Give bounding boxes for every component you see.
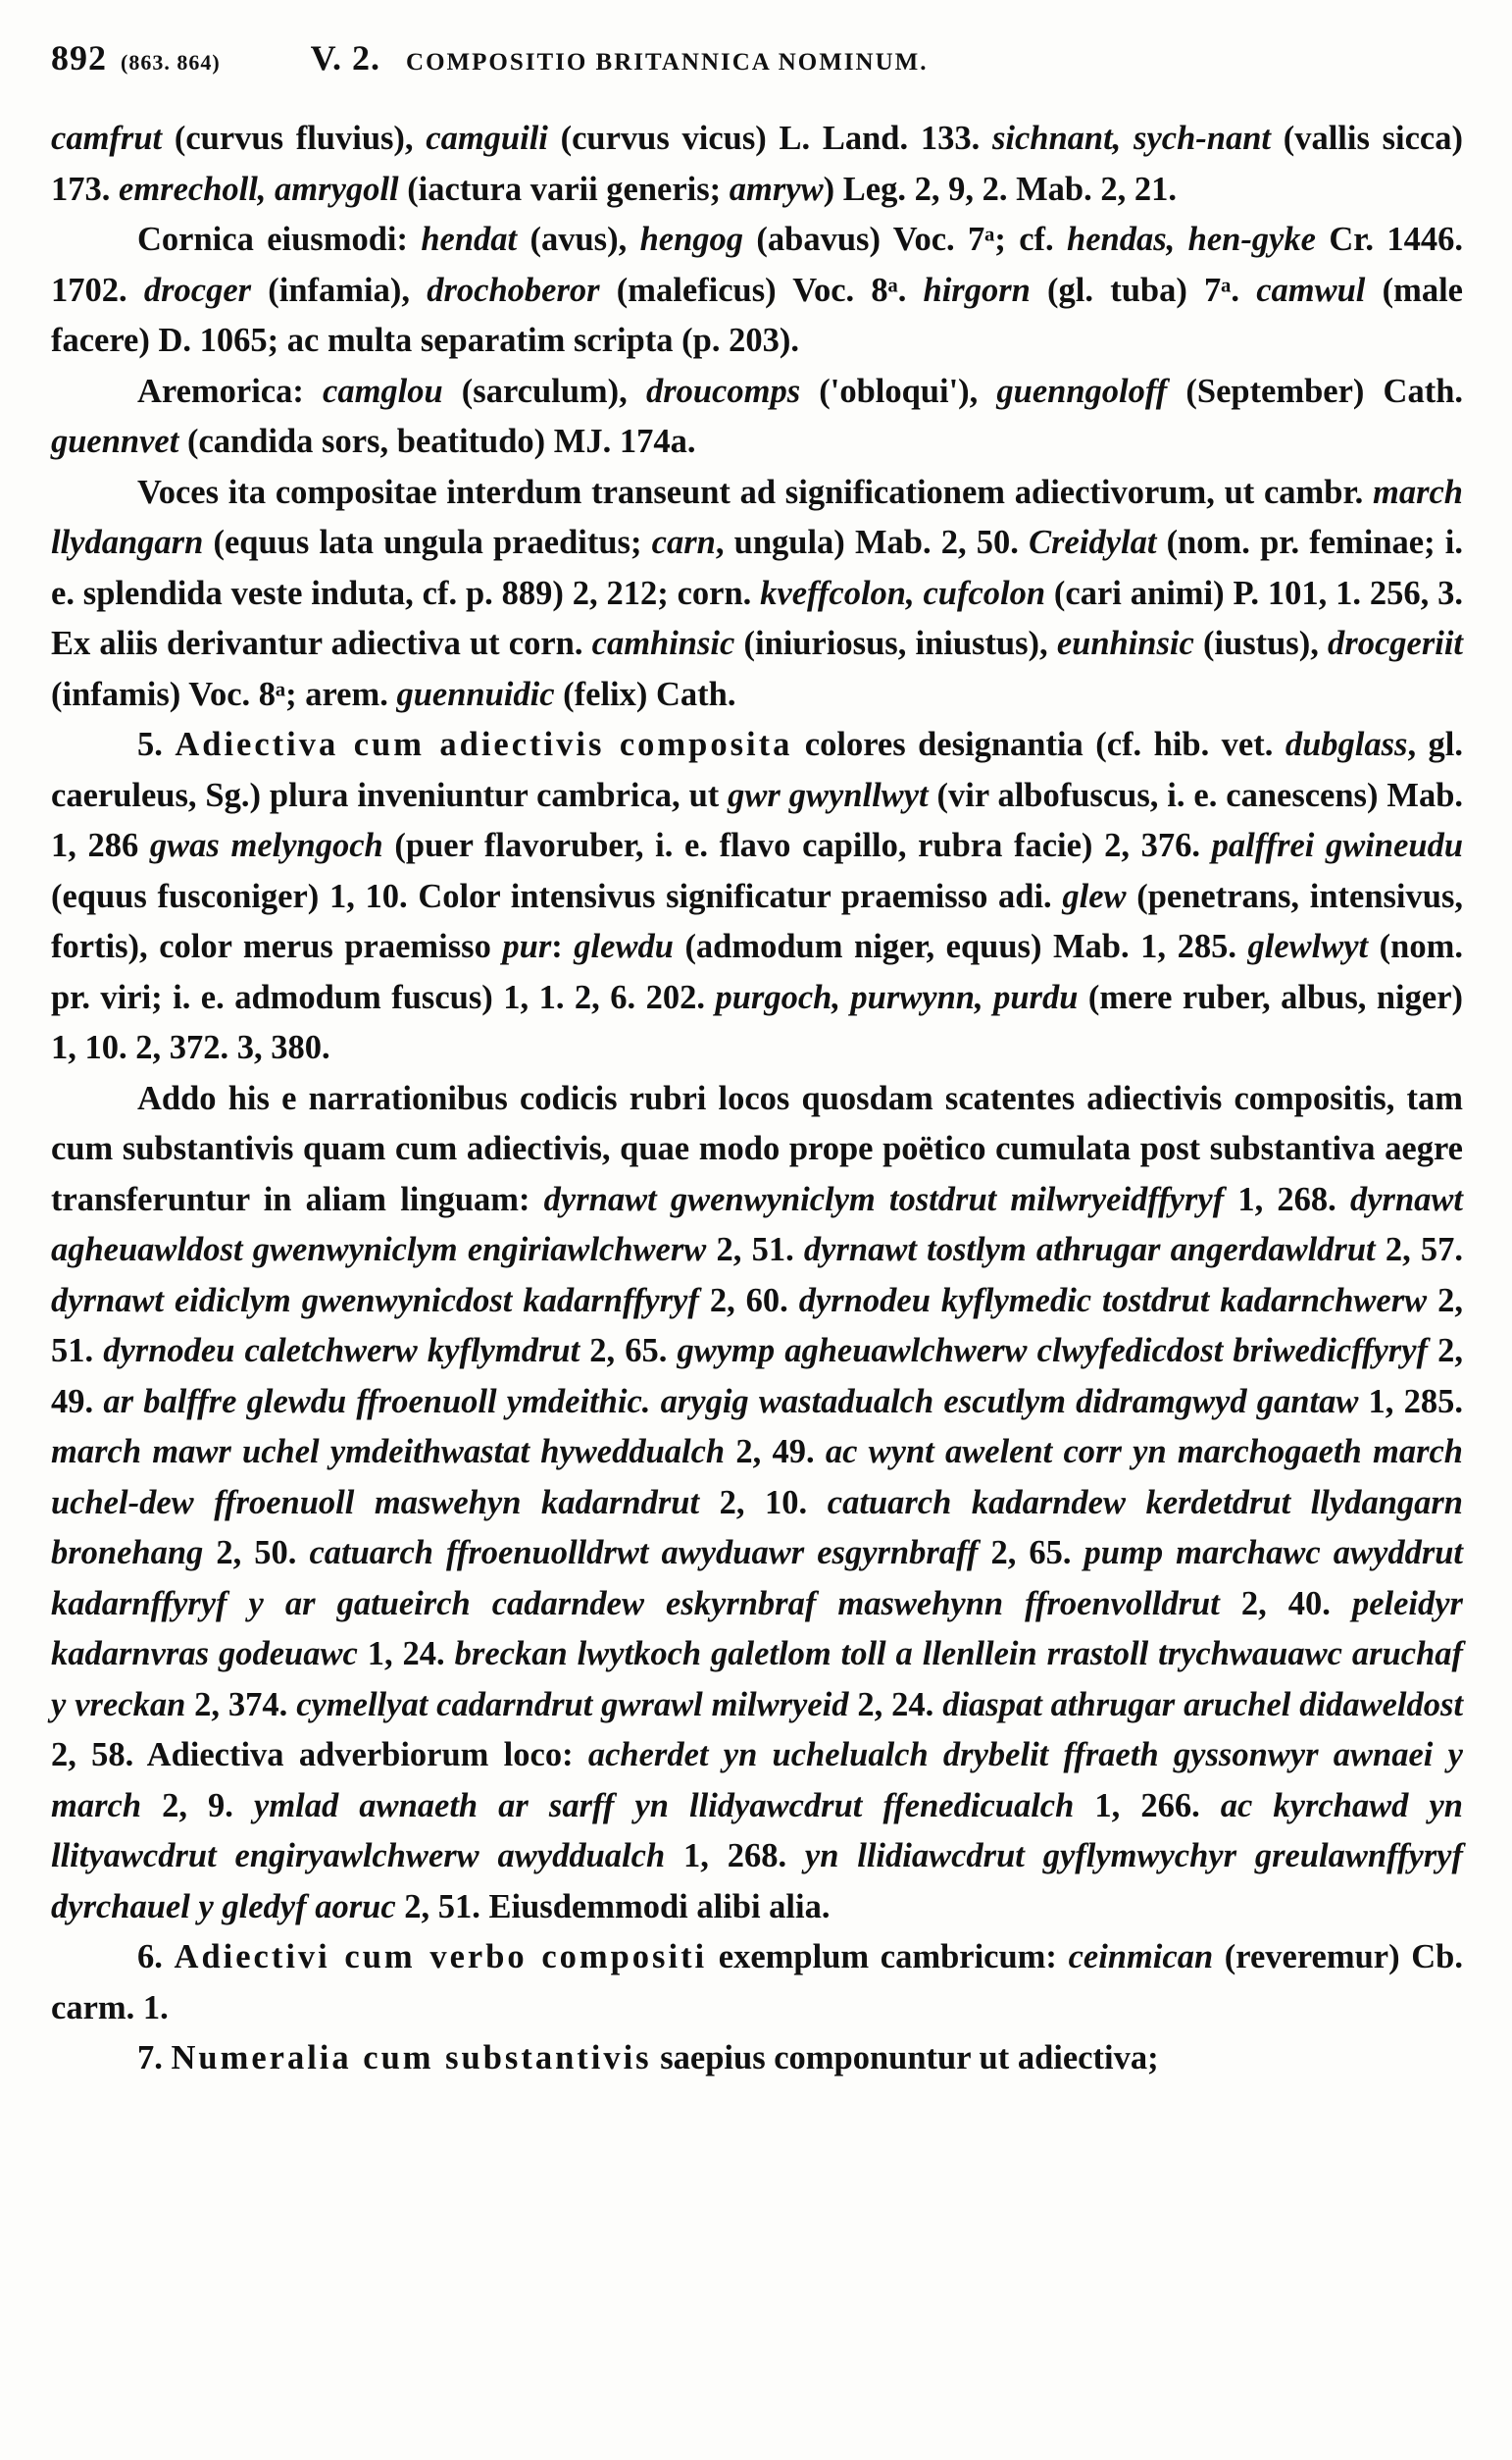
paragraph-compounds-cambric bbox=[51, 114, 1463, 215]
section-7-numeralia bbox=[51, 2033, 1463, 2084]
text-run: : bbox=[551, 928, 575, 965]
italic-term: droucomps bbox=[645, 372, 801, 410]
italic-term: drocgeriit bbox=[1328, 625, 1463, 662]
italic-term: guennvet bbox=[51, 423, 179, 460]
paragraph-addo-his bbox=[51, 1074, 1463, 1933]
text-run: 2, 10. bbox=[699, 1483, 828, 1521]
text-run: (infamis) Voc. 8ᵃ; arem. bbox=[51, 675, 397, 713]
italic-term: carn bbox=[651, 524, 716, 561]
page-body bbox=[51, 114, 1463, 2084]
chapter-title: COMPOSITIO BRITANNICA NOMINUM. bbox=[406, 49, 929, 76]
italic-term: dyrnawt gwenwyniclym tostdrut milwryeidffyryf bbox=[543, 1180, 1225, 1218]
italic-term: gwymp agheuawlchwerw clwyfedicdost briwedicffyryf bbox=[677, 1332, 1429, 1369]
italic-term: ymlad awnaeth ar sarff yn llidyawcdrut ffenedicualch bbox=[254, 1786, 1075, 1824]
text-run: (nom. pr. feminae; i. e. splendida veste induta, cf. p. 889) 2, 212; corn. bbox=[51, 524, 1463, 612]
text-run: (maleficus) Voc. 8ᵃ. bbox=[599, 271, 924, 309]
text-run: 2, 51. bbox=[706, 1231, 804, 1268]
text-run: Aremorica: bbox=[137, 372, 323, 410]
italic-term: camglou bbox=[323, 372, 443, 410]
text-run: (vir albofuscus, i. e. canescens) Mab. 1, 286 bbox=[51, 776, 1464, 864]
italic-term: sichnant, sych-nant bbox=[991, 120, 1271, 157]
text-run: Voces ita compositae interdum transeunt ad significationem adiectivorum, ut cambr. bbox=[137, 473, 1373, 511]
spaced-heading: Numeralia cum substantivis bbox=[171, 2039, 652, 2076]
italic-term: dyrnawt eidiclym gwenwynicdost kadarnffyryf bbox=[51, 1281, 699, 1319]
paragraph-voces-compositae bbox=[51, 468, 1463, 721]
text-run: (reveremur) Cb. carm. 1. bbox=[51, 1938, 1463, 2026]
italic-term: drochoberor bbox=[427, 271, 600, 309]
italic-term: hengog bbox=[639, 221, 744, 258]
text-run: 1, 24. bbox=[357, 1635, 455, 1672]
section-6-adiectivi-cum-verbo bbox=[51, 1932, 1463, 2033]
italic-term: camguili bbox=[426, 120, 548, 157]
italic-term: amryw bbox=[729, 170, 824, 208]
text-run: , gl. caeruleus, Sg.) plura inveniuntur cambrica, ut bbox=[51, 726, 1463, 814]
italic-term: glewdu bbox=[574, 928, 674, 965]
italic-term: dyrnawt agheuawldost gwenwyniclym engiriawlchwerw bbox=[51, 1180, 1463, 1268]
text-run: 7. bbox=[137, 2039, 172, 2076]
text-run: Cr. 1446. 1702. bbox=[51, 221, 1464, 309]
text-run: (iustus), bbox=[1193, 625, 1329, 662]
text-run: 2, 51. Eiusdemmodi alibi alia. bbox=[395, 1887, 831, 1925]
italic-term: cymellyat cadarndrut gwrawl milwryeid bbox=[296, 1685, 849, 1723]
italic-term: catuarch ffroenuolldrwt awyduawr esgyrnbraff bbox=[309, 1534, 979, 1571]
italic-term: dyrnodeu caletchwerw kyflymdrut bbox=[103, 1332, 580, 1369]
text-run: (equus lata ungula praeditus; bbox=[203, 524, 652, 561]
text-run: 2, 374. bbox=[185, 1685, 297, 1723]
text-run: Addo his e narrationibus codicis rubri locos quosdam scatentes adiectivis compositis, tam cum substantivis quam cum adiectivis, quae modo prope poëtico cumulata post substantiva aegre transferuntur in aliam linguam: bbox=[51, 1079, 1463, 1218]
italic-term: guenngoloff bbox=[996, 372, 1168, 410]
text-run: (curvus vicus) L. Land. 133. bbox=[547, 120, 992, 157]
italic-term: yn llidiawcdrut gyflymwychyr greulawnffyryf dyrchauel y gledyf aoruc bbox=[51, 1837, 1463, 1925]
italic-term: gwas melyngoch bbox=[149, 827, 383, 864]
text-run: 6. bbox=[137, 1938, 175, 1975]
text-run: colores designantia (cf. hib. vet. bbox=[792, 726, 1285, 763]
italic-term: hirgorn bbox=[923, 271, 1031, 309]
italic-term: march mawr uchel ymdeithwastat hyweddualch bbox=[51, 1433, 726, 1470]
italic-term: drocger bbox=[143, 271, 252, 309]
italic-term: palffrei gwineudu bbox=[1211, 827, 1464, 864]
italic-term: dyrnawt tostlym athrugar angerdawldrut bbox=[803, 1231, 1376, 1268]
text-run: 1, 268. bbox=[665, 1837, 805, 1874]
italic-term: kveffcolon, cufcolon bbox=[760, 574, 1046, 612]
italic-term: ac wynt awelent corr yn marchogaeth march uchel-dew ffroenuoll maswehyn kadarndrut bbox=[51, 1433, 1463, 1521]
text-run: (nom. pr. viri; i. e. admodum fuscus) 1, 1. 2, 6. 202. bbox=[51, 928, 1463, 1016]
text-run: (vallis sicca) 173. bbox=[51, 120, 1463, 208]
text-run: (sarculum), bbox=[442, 372, 646, 410]
text-run: (male facere) D. 1065; ac multa separatim scripta (p. 203). bbox=[51, 271, 1463, 359]
text-run: (abavus) Voc. 7ᵃ; cf. bbox=[743, 221, 1068, 258]
spaced-heading: Adiectiva cum adiectivis composita bbox=[175, 726, 793, 763]
running-header bbox=[51, 37, 1463, 114]
paragraph-cornica bbox=[51, 215, 1463, 367]
italic-term: guennuidic bbox=[396, 675, 555, 713]
text-run: 1, 285. bbox=[1358, 1382, 1464, 1420]
text-run: (iniuriosus, iniustus), bbox=[734, 625, 1057, 662]
italic-term: camfrut bbox=[51, 120, 163, 157]
page-number: 892 bbox=[51, 38, 107, 77]
text-run: (iactura varii generis; bbox=[398, 170, 730, 208]
text-run: 2, 57. bbox=[1375, 1231, 1464, 1268]
text-run: (cari animi) P. 101, 1. 256, 3. Ex aliis derivantur adiectiva ut corn. bbox=[51, 574, 1463, 662]
text-run: (puer flavoruber, i. e. flavo capillo, rubra facie) 2, 376. bbox=[382, 827, 1212, 864]
text-run: (felix) Cath. bbox=[554, 675, 736, 713]
text-run: (September) Cath. bbox=[1167, 372, 1464, 410]
text-run: (penetrans, intensivus, fortis), color merus praemisso bbox=[51, 877, 1463, 965]
text-run: 2, 51. bbox=[51, 1281, 1463, 1369]
italic-term: pur bbox=[502, 928, 552, 965]
italic-term: Creidylat bbox=[1029, 524, 1157, 561]
text-run: ) Leg. 2, 9, 2. Mab. 2, 21. bbox=[823, 170, 1177, 208]
text-run: exemplum cambricum: bbox=[707, 1938, 1069, 1975]
italic-term: glew bbox=[1062, 877, 1127, 915]
section-reference: (863. 864) bbox=[121, 50, 221, 75]
text-run: 2, 9. bbox=[141, 1786, 254, 1824]
italic-term: camhinsic bbox=[591, 625, 735, 662]
italic-term: dyrnodeu kyflymedic tostdrut kadarnchwerw bbox=[798, 1281, 1428, 1319]
text-run: 2, 49. bbox=[51, 1332, 1464, 1420]
text-run: (candida sors, beatitudo) MJ. 174a. bbox=[178, 423, 696, 460]
italic-term: ar balffre glewdu ffroenuoll ymdeithic. arygig wastadualch escutlym didramgwyd gantaw bbox=[103, 1382, 1359, 1420]
text-run: (infamia), bbox=[251, 271, 428, 309]
text-run: 2, 50. bbox=[203, 1534, 310, 1571]
italic-term: pump marchawc awyddrut kadarnffyryf y ar gatueirch cadarndew eskyrnbraf maswehynn ffroenvolldrut bbox=[51, 1534, 1464, 1622]
italic-term: camwul bbox=[1256, 271, 1366, 309]
italic-term: diaspat athrugar aruchel didaweldost bbox=[942, 1685, 1464, 1723]
text-run: 2, 65. bbox=[580, 1332, 678, 1369]
text-run: (avus), bbox=[517, 221, 640, 258]
text-run: Cornica eiusmodi: bbox=[137, 221, 422, 258]
italic-term: purgoch, purwynn, purdu bbox=[715, 978, 1079, 1016]
text-run: 2, 40. bbox=[1219, 1584, 1352, 1622]
text-run: saepius componuntur ut adiectiva; bbox=[651, 2039, 1159, 2076]
text-run: 2, 24. bbox=[848, 1685, 943, 1723]
text-run: ('obloqui'), bbox=[800, 372, 997, 410]
text-run: 2, 58. Adiectiva adverbiorum loco: bbox=[51, 1736, 588, 1773]
spaced-heading: Adiectivi cum verbo compositi bbox=[174, 1938, 708, 1975]
italic-term: glewlwyt bbox=[1247, 928, 1369, 965]
section-5-adiectiva bbox=[51, 720, 1463, 1074]
text-run: (equus fusconiger) 1, 10. Color intensivus significatur praemisso adi. bbox=[51, 877, 1063, 915]
italic-term: hendat bbox=[421, 221, 518, 258]
italic-term: ceinmican bbox=[1068, 1938, 1214, 1975]
text-run: 2, 49. bbox=[725, 1433, 826, 1470]
text-run: 5. bbox=[137, 726, 176, 763]
text-run: 2, 65. bbox=[978, 1534, 1084, 1571]
text-run: 1, 266. bbox=[1074, 1786, 1221, 1824]
italic-term: ac kyrchawd yn llityawcdrut engiryawlchwerw awyddualch bbox=[51, 1786, 1463, 1874]
paragraph-aremorica bbox=[51, 367, 1463, 468]
book-page bbox=[51, 37, 1463, 2084]
text-run: 2, 60. bbox=[698, 1281, 799, 1319]
italic-term: march llydangarn bbox=[51, 473, 1463, 561]
text-run: (curvus fluvius), bbox=[162, 120, 427, 157]
text-run: (mere ruber, albus, niger) 1, 10. 2, 372. 3, 380. bbox=[51, 978, 1463, 1066]
italic-term: hendas, hen-gyke bbox=[1067, 221, 1316, 258]
text-run: (admodum niger, equus) Mab. 1, 285. bbox=[673, 928, 1248, 965]
text-run: , ungula) Mab. 2, 50. bbox=[715, 524, 1030, 561]
text-run: (gl. tuba) 7ᵃ. bbox=[1030, 271, 1257, 309]
italic-term: dubglass bbox=[1285, 726, 1408, 763]
text-run: 1, 268. bbox=[1224, 1180, 1350, 1218]
italic-term: eunhinsic bbox=[1056, 625, 1194, 662]
italic-term: catuarch kadarndew kerdetdrut llydangarn bronehang bbox=[51, 1483, 1463, 1571]
italic-term: breckan lwytkoch galetlom toll a llenllein rrastoll trychwauawc aruchaf y vreckan bbox=[51, 1635, 1463, 1723]
italic-term: peleidyr kadarnvras godeuawc bbox=[51, 1584, 1463, 1672]
italic-term: emrecholl, amrygoll bbox=[119, 170, 399, 208]
italic-term: acherdet yn uchelualch drybelit ffraeth gyssonwyr awnaei y march bbox=[51, 1736, 1463, 1824]
volume-label: V. 2. bbox=[310, 38, 381, 77]
italic-term: gwr gwynllwyt bbox=[728, 776, 929, 814]
